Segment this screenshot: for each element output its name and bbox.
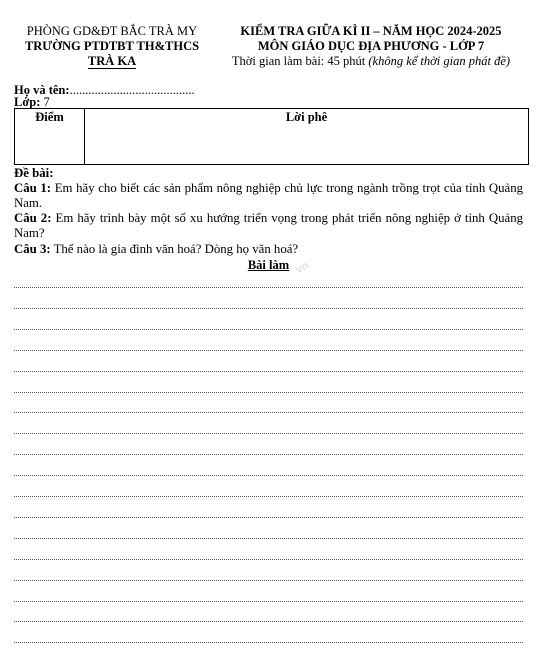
- department-name: PHÒNG GD&ĐT BẮC TRÀ MY: [26, 24, 198, 38]
- answer-line: [14, 329, 523, 330]
- question-3-text: Thế nào là gia đình văn hoá? Dòng họ văn hoá?: [50, 242, 299, 256]
- answer-line: [14, 454, 523, 455]
- answer-line: [14, 559, 523, 560]
- exam-subject: MÔN GIÁO DỤC ĐỊA PHƯƠNG - LỚP 7: [257, 39, 485, 53]
- question-3-label: Câu 3:: [14, 242, 51, 256]
- answer-line: [14, 308, 523, 309]
- score-column-header: Điểm: [35, 110, 64, 124]
- header-right: [212, 24, 530, 69]
- question-1-text: Em hãy cho biết các sản phẩm nông nghiệp chủ lực trong ngành trồng trọt của tỉnh Quảng Nam.: [14, 181, 523, 210]
- comment-column-header: Lời phê: [285, 110, 328, 124]
- question-1-label: Câu 1:: [14, 181, 52, 195]
- exam-time: [212, 54, 530, 69]
- answer-line: [14, 371, 523, 372]
- student-class-field: [14, 95, 50, 109]
- watermark-logo: vn: [293, 259, 311, 277]
- header-left: [14, 24, 210, 69]
- student-name-blank: ........................................: [69, 83, 195, 97]
- exam-heading: Đề bài:: [14, 166, 54, 180]
- time-note: (không kể thời gian phát đề): [368, 54, 511, 68]
- answer-line: [14, 350, 523, 351]
- question-2-text: Em hãy trình bày một số xu hướng triển vọng trong phát triển nông nghiệp ở tỉnh Quảng Nam?: [14, 211, 523, 240]
- question-1: [14, 181, 523, 210]
- question-2-label: Câu 2:: [14, 211, 52, 225]
- student-class-label: Lớp:: [14, 95, 41, 109]
- answer-line: [14, 538, 523, 539]
- answer-line: [14, 392, 523, 393]
- student-class-value: 7: [40, 95, 50, 109]
- answer-line: [14, 601, 523, 602]
- exam-title: KIỂM TRA GIỮA KÌ II – NĂM HỌC 2024-2025: [240, 24, 502, 38]
- answer-line: [14, 580, 523, 581]
- student-name-label: Họ và tên:: [14, 83, 70, 97]
- answer-line: [14, 433, 523, 434]
- question-3: [14, 242, 523, 257]
- answer-line: [14, 496, 523, 497]
- time-prefix: Thời gian làm bài: 45 phút: [231, 54, 369, 68]
- question-2: [14, 211, 523, 240]
- school-name: TRÀ KA: [87, 54, 137, 68]
- answer-line: [14, 287, 523, 288]
- answer-line: [14, 412, 523, 413]
- score-table: [14, 108, 529, 165]
- answer-title: Bài làm: [247, 258, 290, 272]
- answer-line: [14, 475, 523, 476]
- answer-line: [14, 642, 523, 643]
- answer-line: [14, 517, 523, 518]
- school-title: TRƯỜNG PTDTBT TH&THCS: [24, 39, 200, 53]
- answer-line: [14, 621, 523, 622]
